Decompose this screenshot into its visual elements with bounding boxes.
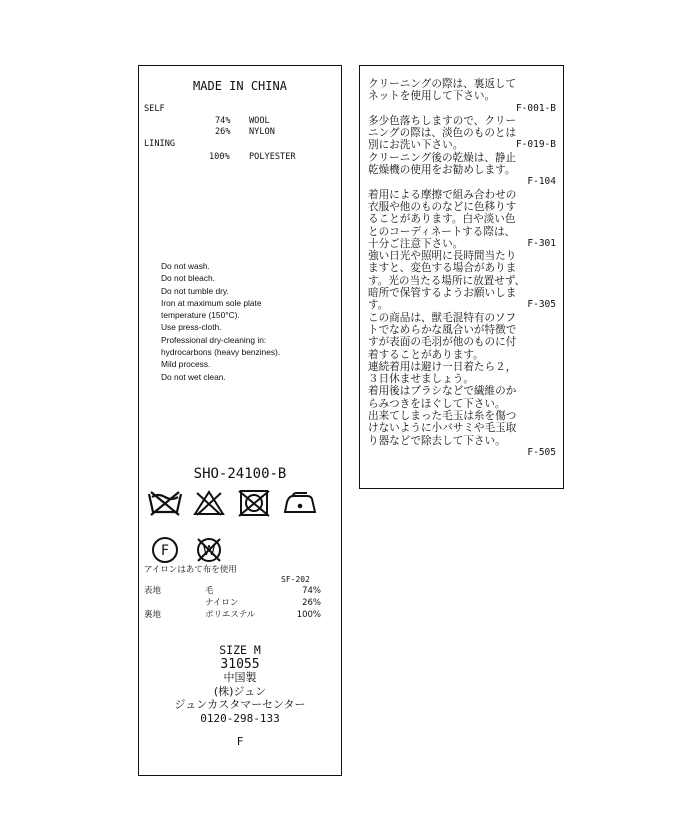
note-line (368, 312, 556, 324)
care-line: Mild process. (161, 359, 211, 370)
note-text: らみつきをほぐして下さい。 (368, 397, 506, 410)
care-line: hydrocarbons (heavy benzines). (161, 347, 281, 358)
fiber-jp-percent: 74% (302, 586, 321, 596)
note-line (368, 201, 556, 213)
note-text: とのコーディネートする際は、 (368, 225, 516, 238)
care-line: Do not wet clean. (161, 371, 226, 382)
note-line (368, 262, 556, 274)
fiber-jp-part: 裏地 (144, 610, 162, 620)
note-reference-code: F-001-B (515, 102, 556, 114)
iron-note-jp: アイロンはあて布を使用 (144, 565, 237, 575)
note-text: クリーニングの際は、裏返して (368, 78, 517, 90)
note-line (368, 115, 556, 127)
note-text: ることがあります。白や淡い色 (368, 213, 516, 226)
note-line (368, 127, 556, 139)
care-label-left (138, 65, 342, 776)
fiber-jp-part: 表地 (144, 586, 162, 596)
note-text: ますと、変色する場合がありま (368, 262, 517, 275)
care-line: Do not wash. (161, 261, 210, 271)
note-text: 着用による摩擦で組み合わせの (368, 188, 517, 201)
note-text: 出来てしまった毛玉は糸を傷つ (368, 410, 517, 423)
fiber-material: WOOL (249, 116, 270, 126)
wet-clean-letter: W (202, 544, 216, 559)
note-line (368, 213, 556, 225)
care-notes-jp (368, 78, 556, 459)
fiber-jp-percent: 26% (302, 598, 321, 608)
note-text: ネットを使用して下さい。 (368, 90, 496, 103)
note-line (368, 164, 556, 176)
no-bleach-icon (195, 492, 223, 515)
fiber-material: POLYESTER (249, 152, 296, 162)
note-line (368, 349, 556, 361)
care-line: Iron at maximum sole plate (161, 297, 262, 308)
note-line (368, 336, 556, 348)
note-text: 別にお洗い下さい。 (368, 139, 464, 152)
note-line (368, 385, 556, 397)
size-label: SIZE M (219, 643, 261, 657)
note-line (368, 250, 556, 262)
note-text: 着することがあります。 (368, 348, 484, 361)
fiber-percent: 26% (215, 127, 231, 137)
dry-clean-letter: F (160, 543, 170, 559)
fiber-jp-material: 毛 (205, 586, 214, 596)
note-text: 十分ご注意下さい。 (368, 237, 464, 250)
note-line (368, 373, 556, 385)
label-footer (139, 644, 341, 749)
note-line (368, 226, 556, 238)
note-text: 乾燥機の使用をお勧めします。 (368, 164, 516, 177)
note-text: す。光の当たる場所に放置せず、 (368, 274, 526, 287)
note-line (368, 139, 556, 151)
note-text: この商品は、獣毛混特有のソフ (368, 311, 517, 324)
sf-code: SF-202 (281, 575, 310, 584)
note-text: すが表面の毛羽が他のものに付 (368, 336, 517, 349)
note-line (368, 78, 556, 90)
note-reference-code: F-019-B (515, 139, 556, 151)
no-wash-icon (149, 492, 181, 515)
note-text: ニングの際は、淡色のものとは (368, 127, 517, 140)
note-text: 着用後はブラシなどで繊維のか (368, 385, 517, 398)
fiber-material: NYLON (249, 127, 275, 137)
care-label-right (359, 65, 564, 489)
note-text: トでなめらかな風合いが特徴で (368, 323, 517, 336)
section-self: SELF (144, 104, 165, 114)
fiber-percent: 100% (209, 152, 230, 162)
care-line: Do not tumble dry. (161, 285, 229, 296)
care-line: Do not bleach. (161, 273, 216, 284)
iron-icon (285, 493, 315, 512)
care-symbols (147, 488, 337, 568)
note-line (368, 398, 556, 410)
note-line (368, 90, 556, 102)
note-text: す。 (368, 299, 389, 312)
note-line (368, 361, 556, 373)
origin-jp: 中国製 (223, 671, 257, 684)
note-line (368, 152, 556, 164)
note-line (368, 410, 556, 422)
note-line (368, 287, 556, 299)
note-reference-code: F-301 (527, 237, 556, 249)
note-reference-code: F-104 (527, 176, 556, 188)
note-line (368, 238, 556, 250)
product-code: SHO-24100-B (193, 466, 287, 482)
note-text: 暗所で保管するようお願いしま (368, 287, 517, 300)
note-text: 連続着用は避け一日着たら２， (368, 360, 517, 373)
note-text: クリーニング後の乾燥は、静止 (368, 151, 517, 164)
note-text: ３日休ませましょう。 (368, 373, 474, 386)
company-name: (株)ジュン (213, 684, 267, 698)
customer-center: ジュンカスタマーセンター (174, 698, 306, 711)
note-text: 多少色落ちしますので、クリー (368, 114, 517, 127)
note-line (368, 189, 556, 201)
phone-number: 0120-298-133 (200, 711, 280, 725)
note-text: 衣服や他のものなどに色移りす (368, 200, 517, 213)
note-text: 強い日光や照明に長時間当たり (368, 250, 517, 263)
fiber-percent: 74% (215, 116, 231, 126)
note-line (368, 299, 556, 311)
note-line (368, 422, 556, 434)
care-line: temperature (150°C). (161, 310, 240, 321)
fiber-jp-material: ポリエステル (205, 610, 256, 620)
care-line: Use press-cloth. (161, 322, 222, 333)
fiber-jp-material: ナイロン (205, 598, 239, 608)
note-text: り器などで除去して下さい。 (368, 434, 506, 447)
care-line: Professional dry-cleaning in: (161, 334, 267, 345)
care-instructions-en (161, 260, 280, 383)
note-line (368, 435, 556, 447)
note-reference-code: F-305 (527, 299, 556, 311)
style-number: 31055 (220, 656, 260, 672)
fiber-jp-percent: 100% (296, 610, 321, 620)
note-text: けないように小バサミや毛玉取 (368, 422, 517, 435)
origin-title: MADE IN CHINA (193, 79, 287, 93)
section-lining: LINING (144, 139, 176, 149)
footer-letter: F (236, 735, 244, 748)
note-reference-code: F-505 (527, 446, 556, 458)
no-tumble-dry-icon (239, 491, 269, 516)
note-line (368, 275, 556, 287)
note-line (368, 324, 556, 336)
